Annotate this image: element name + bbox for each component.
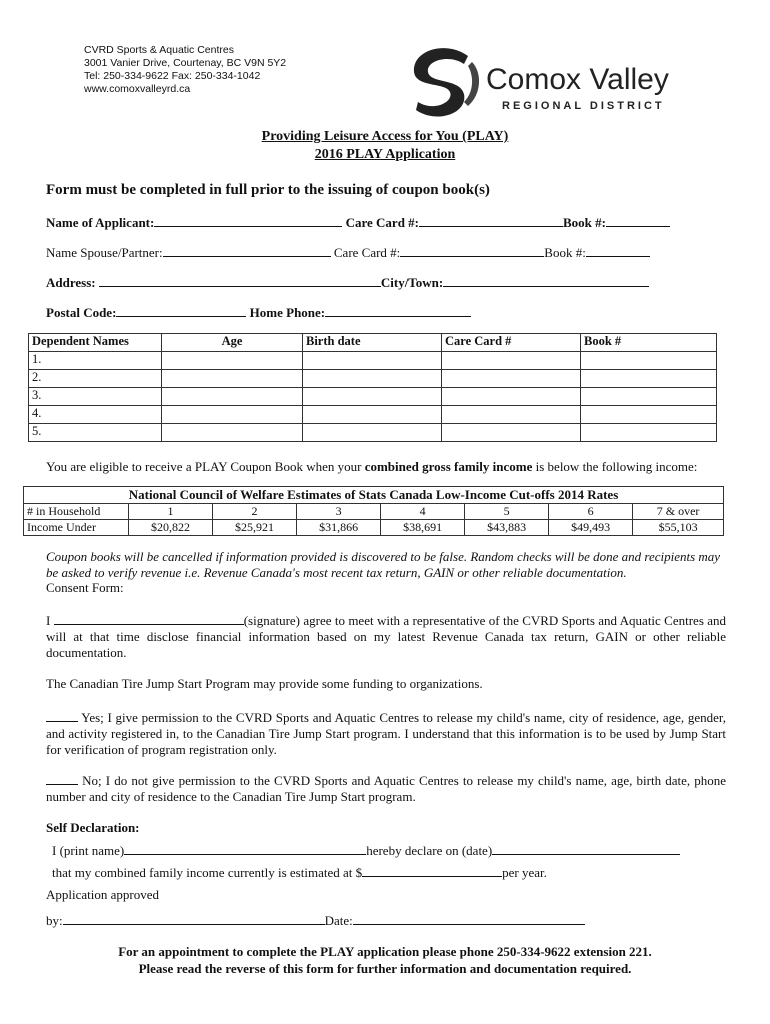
col-header-birth-date: Birth date <box>303 334 442 352</box>
spouse-care-card-field[interactable] <box>400 244 544 257</box>
cvrd-logo <box>406 42 706 122</box>
print-name-label: I (print name) <box>52 843 125 858</box>
yes-text: Yes; I give permission to the CVRD Sports and Aquatic Centres to release my child's name, city of residence, age, gender, and activity registered in, to the Canadian Tire Jump Start program. I understand that this information is to be used by Jump Start for verification of program registration only. <box>46 710 726 757</box>
col-header-care-card: Care Card # <box>442 334 581 352</box>
income-cutoff-table <box>23 486 724 536</box>
org-name: CVRD Sports & Aquatic Centres <box>84 44 234 56</box>
book-cell[interactable] <box>581 352 717 370</box>
income-title-row <box>24 487 724 504</box>
row-number: 2. <box>29 370 162 388</box>
approval-date-field[interactable] <box>353 912 585 925</box>
declare-label: hereby declare on (date) <box>366 843 493 858</box>
application-approved-label: Application approved <box>46 887 159 902</box>
household-label: # in Household <box>24 504 129 520</box>
spouse-book-field[interactable] <box>586 244 650 257</box>
book-cell[interactable] <box>581 424 717 442</box>
cancellation-warning: Coupon books will be cancelled if information provided is discovered to be false. Random checks will be done and recipients may be asked to verify revenue i.e. Revenue Canada's most recent tax return, GAIN or other reliable documentation. <box>46 549 721 580</box>
dependents-table <box>28 333 717 442</box>
table-row <box>29 406 717 424</box>
income-cell: $25,921 <box>213 520 297 536</box>
form-notice: Form must be completed in full prior to the issuing of coupon book(s) <box>46 182 490 198</box>
print-name-field[interactable] <box>124 842 366 855</box>
page-title: Providing Leisure Access for You (PLAY) <box>261 129 509 144</box>
care-card-cell[interactable] <box>442 352 581 370</box>
address-label: Address: <box>46 275 96 290</box>
spouse-row <box>46 244 650 261</box>
applicant-field[interactable] <box>154 214 342 227</box>
address-row <box>46 274 649 291</box>
table-row <box>29 424 717 442</box>
row-number: 4. <box>29 406 162 424</box>
age-cell[interactable] <box>162 352 303 370</box>
footer-reverse-note: Please read the reverse of this form for further information and documentation required. <box>138 961 632 976</box>
approval-row <box>46 912 585 929</box>
household-cell: 6 <box>549 504 633 520</box>
dependents-header-row <box>29 334 717 352</box>
self-declaration-title: Self Declaration: <box>46 820 140 835</box>
income-estimate-field[interactable] <box>362 864 502 877</box>
book-label: Book #: <box>563 215 606 230</box>
household-cell: 4 <box>381 504 465 520</box>
table-row <box>29 352 717 370</box>
income-cell: $38,691 <box>381 520 465 536</box>
household-cell: 3 <box>297 504 381 520</box>
care-card-cell[interactable] <box>442 370 581 388</box>
eligibility-pre: You are eligible to receive a PLAY Coupon Book when your <box>46 459 365 474</box>
city-field[interactable] <box>443 274 649 287</box>
spouse-label: Name Spouse/Partner: <box>46 245 163 260</box>
household-cell: 5 <box>465 504 549 520</box>
income-cell: $31,866 <box>297 520 381 536</box>
income-row <box>24 520 724 536</box>
income-table-title: National Council of Welfare Estimates of Stats Canada Low-Income Cut-offs 2014 Rates <box>24 487 724 504</box>
applicant-label: Name of Applicant: <box>46 215 155 230</box>
birth-date-cell[interactable] <box>303 406 442 424</box>
phone-label: Home Phone: <box>249 305 326 320</box>
yes-checkbox-line[interactable] <box>46 709 78 722</box>
table-row <box>29 370 717 388</box>
by-label: by: <box>46 913 63 928</box>
jumpstart-note: The Canadian Tire Jump Start Program may provide some funding to organizations. <box>46 676 483 691</box>
eligibility-post: is below the following income: <box>532 459 698 474</box>
declare-date-field[interactable] <box>492 842 680 855</box>
org-phone-fax: Tel: 250-334-9622 Fax: 250-334-1042 <box>84 70 261 82</box>
signature-field[interactable] <box>54 612 244 625</box>
birth-date-cell[interactable] <box>303 388 442 406</box>
consent-paragraph <box>46 612 726 661</box>
care-card-cell[interactable] <box>442 424 581 442</box>
income-cell: $20,822 <box>129 520 213 536</box>
income-estimate-label: that my combined family income currently is estimated at $ <box>52 865 363 880</box>
age-cell[interactable] <box>162 406 303 424</box>
care-card-cell[interactable] <box>442 388 581 406</box>
birth-date-cell[interactable] <box>303 370 442 388</box>
consent-form-label: Consent Form: <box>46 580 124 595</box>
income-estimate-row <box>52 864 547 881</box>
spouse-field[interactable] <box>163 244 331 257</box>
row-number: 3. <box>29 388 162 406</box>
col-header-book: Book # <box>581 334 717 352</box>
household-cell: 7 & over <box>633 504 724 520</box>
care-card-label: Care Card #: <box>345 215 420 230</box>
spouse-book-label: Book #: <box>544 245 586 260</box>
org-website: www.comoxvalleyrd.ca <box>84 83 191 95</box>
postal-field[interactable] <box>116 304 246 317</box>
address-field[interactable] <box>99 274 381 287</box>
household-cell: 2 <box>213 504 297 520</box>
book-cell[interactable] <box>581 388 717 406</box>
header-address <box>84 44 286 96</box>
eligibility-bold: combined gross family income <box>364 459 533 474</box>
eligibility-text <box>46 459 697 475</box>
yes-permission <box>46 709 726 758</box>
care-card-cell[interactable] <box>442 406 581 424</box>
spouse-care-card-label: Care Card #: <box>333 245 401 260</box>
age-cell[interactable] <box>162 370 303 388</box>
approval-date-label: Date: <box>324 913 353 928</box>
no-text: No; I do not give permission to the CVRD Sports and Aquatic Centres to release my child's name, age, birth date, phone number and city of residence to the Canadian Tire Jump Start program. <box>46 773 726 804</box>
household-cell: 1 <box>129 504 213 520</box>
logo-swoosh-icon <box>406 42 486 122</box>
income-cell: $49,493 <box>549 520 633 536</box>
no-permission <box>46 772 726 805</box>
footer-appointment: For an appointment to complete the PLAY application please phone 250-334-9622 extension 221. <box>118 944 652 959</box>
birth-date-cell[interactable] <box>303 352 442 370</box>
approved-by-field[interactable] <box>63 912 325 925</box>
page-subtitle: 2016 PLAY Application <box>314 147 456 162</box>
col-header-dependent-names: Dependent Names <box>29 334 162 352</box>
row-number: 5. <box>29 424 162 442</box>
income-cell: $55,103 <box>633 520 724 536</box>
age-cell[interactable] <box>162 388 303 406</box>
phone-field[interactable] <box>325 304 471 317</box>
col-header-age: Age <box>162 334 303 352</box>
book-cell[interactable] <box>581 406 717 424</box>
birth-date-cell[interactable] <box>303 424 442 442</box>
care-card-field[interactable] <box>419 214 563 227</box>
consent-i: I <box>46 613 51 628</box>
book-cell[interactable] <box>581 370 717 388</box>
per-year-label: per year. <box>502 865 547 880</box>
no-checkbox-line[interactable] <box>46 772 78 785</box>
print-name-row <box>52 842 680 859</box>
logo-name: Comox Valley <box>486 63 669 96</box>
postal-row <box>46 304 471 321</box>
table-row <box>29 388 717 406</box>
household-row <box>24 504 724 520</box>
logo-subtitle: REGIONAL DISTRICT <box>502 100 665 112</box>
age-cell[interactable] <box>162 424 303 442</box>
income-label: Income Under <box>24 520 129 536</box>
postal-label: Postal Code: <box>46 305 117 320</box>
consent-text: (signature) agree to meet with a representative of the CVRD Sports and Aquatic Centres and will at that time disclose financial information based on my latest Revenue Canada tax return, GAIN or other reliable documentation. <box>46 613 727 660</box>
org-address: 3001 Vanier Drive, Courtenay, BC V9N 5Y2 <box>84 57 287 69</box>
book-field[interactable] <box>606 214 670 227</box>
income-cell: $43,883 <box>465 520 549 536</box>
applicant-row <box>46 214 670 231</box>
row-number: 1. <box>29 352 162 370</box>
city-label: City/Town: <box>380 275 444 290</box>
